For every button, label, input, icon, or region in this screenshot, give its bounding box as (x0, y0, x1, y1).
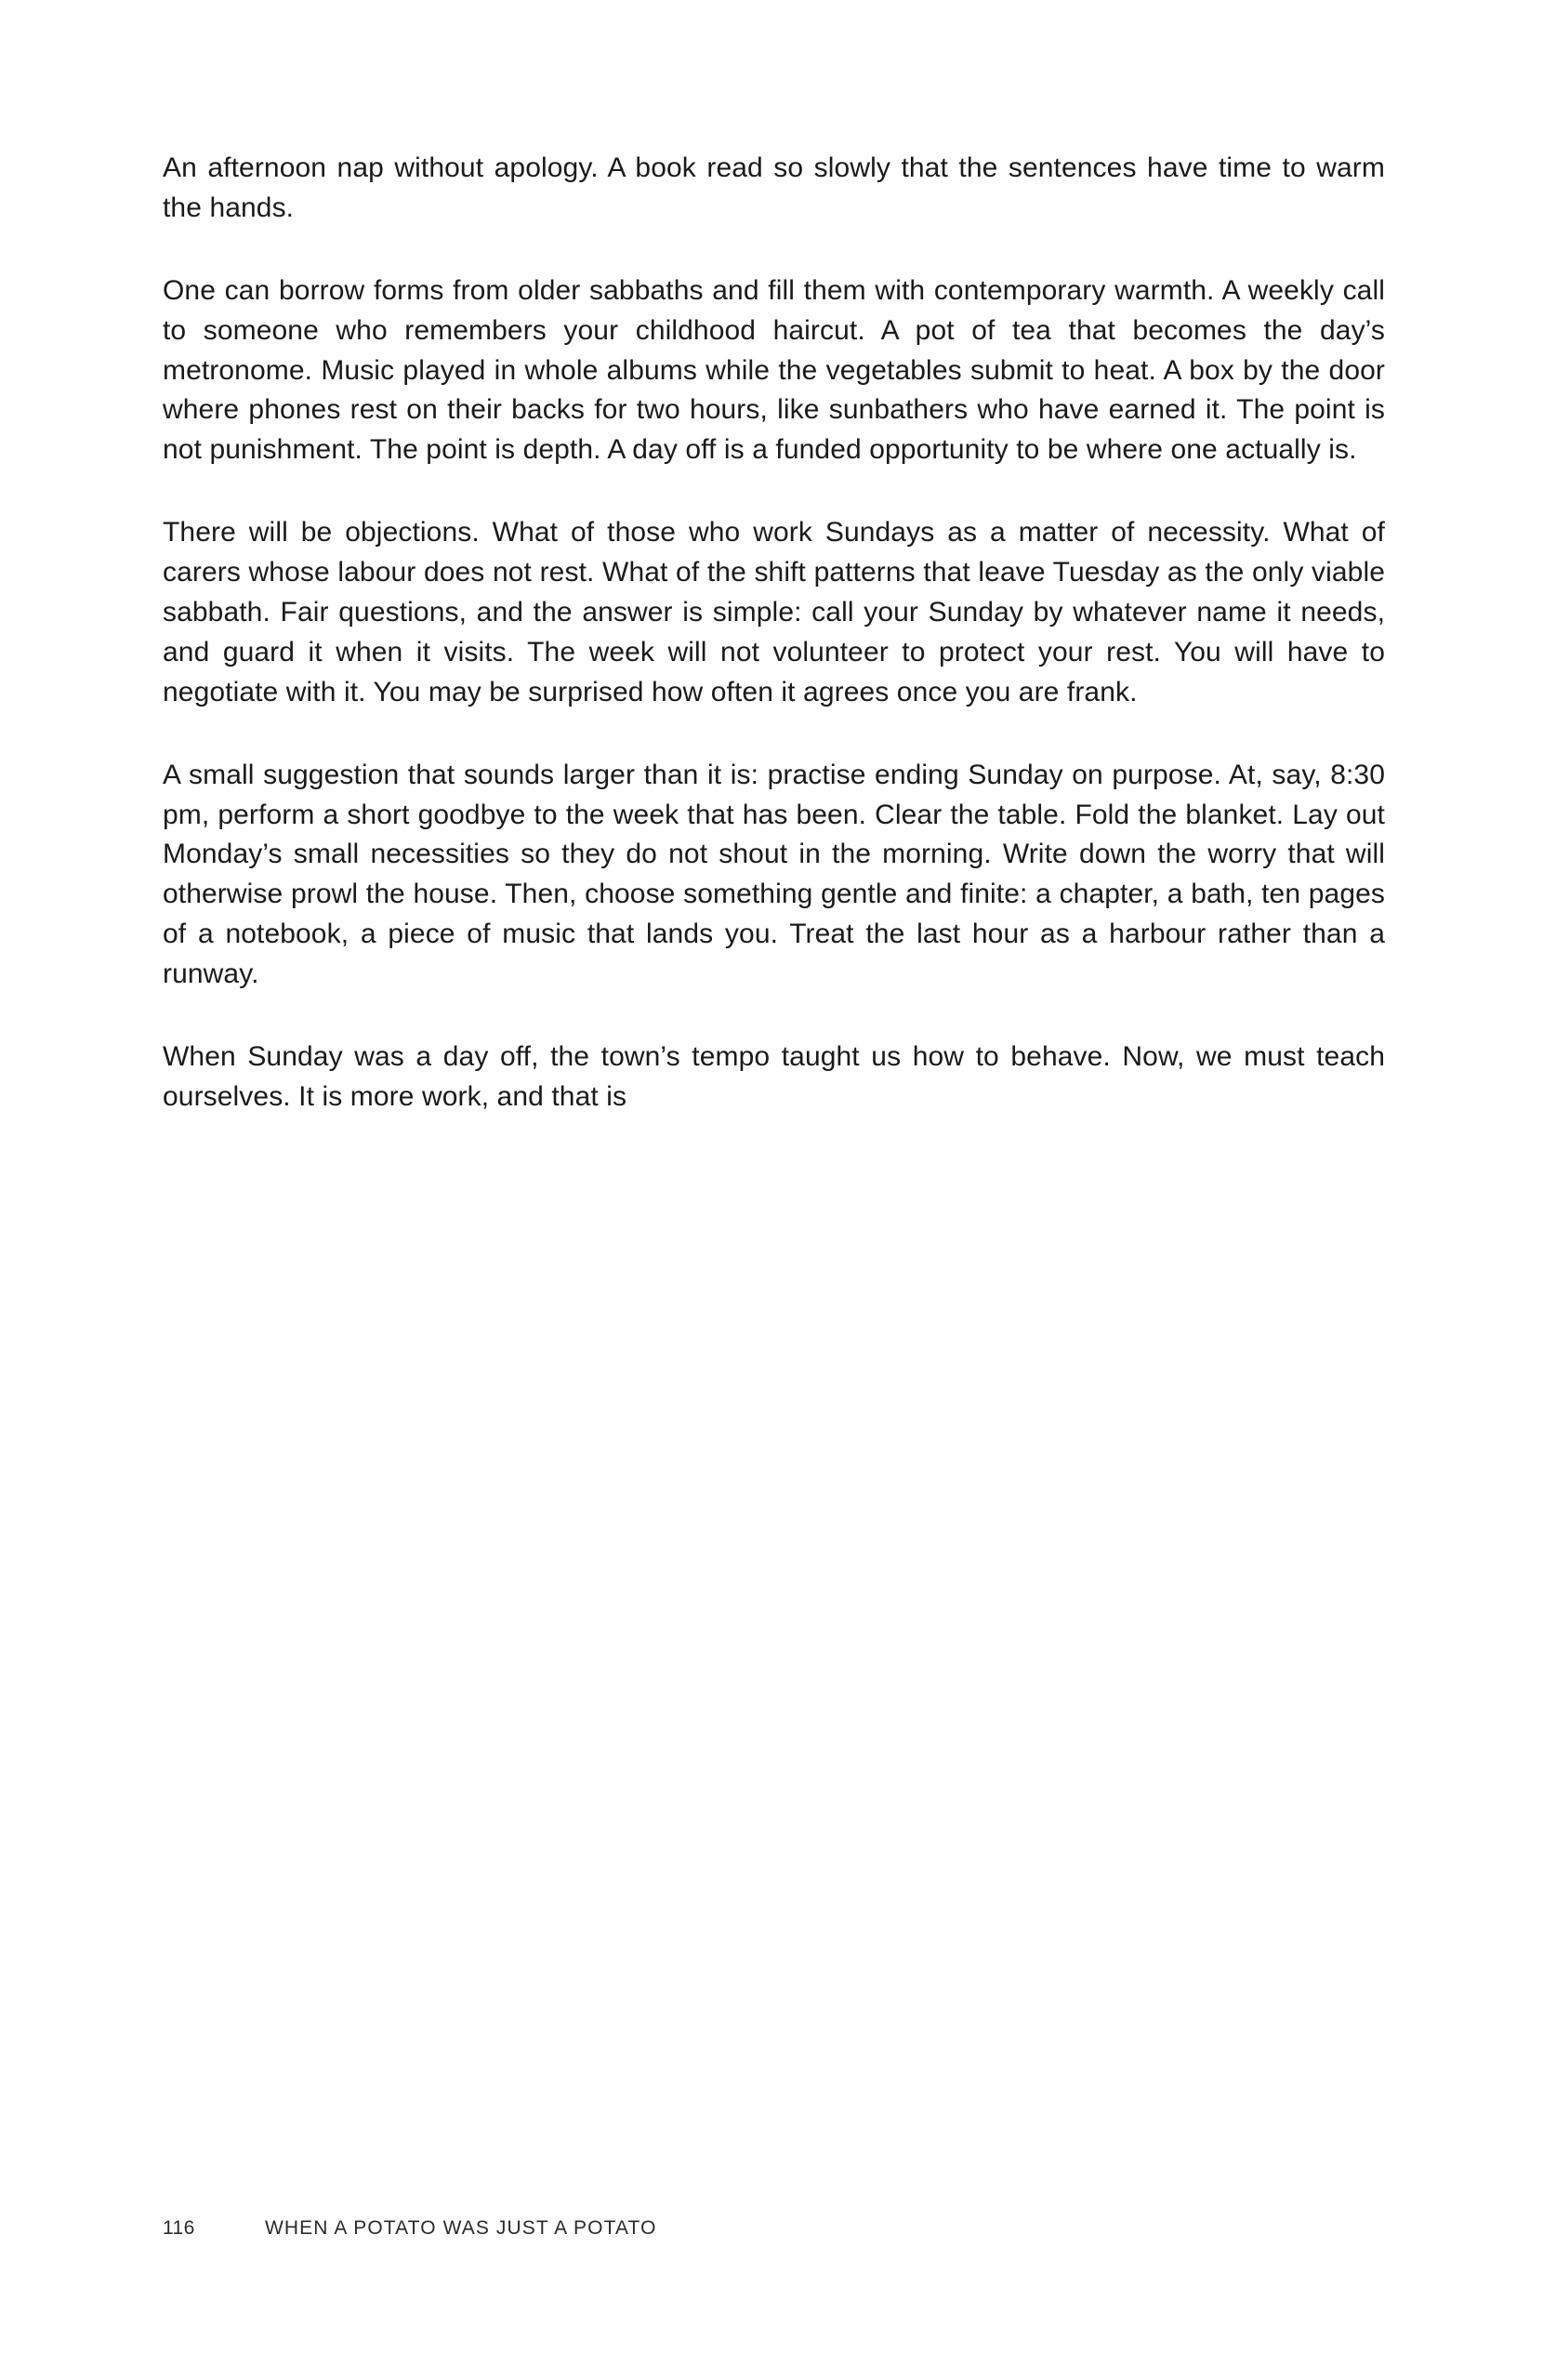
body-paragraph: One can borrow forms from older sabbaths and fill them with contemporary warmth. A weekly call to someone who remembers your childhood haircut. A pot of tea that becomes the day’s metronome. Music played in whole albums while the vegetables submit to heat. A box by the door where phones rest on their backs for two hours, like sunbathers who have earned it. The point is not punishment. The point is depth. A day off is a funded opportunity to be where one actually is. (163, 274, 1385, 466)
page-body (163, 149, 1385, 1117)
body-paragraph: When Sunday was a day off, the town’s tempo taught us how to behave. Now, we must teach ourselves. It is more work, and that is (163, 1041, 1385, 1112)
running-head: WHEN A POTATO WAS JUST A POTATO (265, 2217, 657, 2239)
page-footer (163, 2217, 1385, 2240)
body-paragraph: An afternoon nap without apology. A book read so slowly that the sentences have time to warm the hands. (163, 152, 1385, 223)
page-number: 116 (163, 2217, 195, 2239)
body-paragraph: There will be objections. What of those who work Sundays as a matter of necessity. What of carers whose labour does not rest. What of the shift patterns that leave Tuesday as the only viable sabbath. Fair questions, and the answer is simple: call your Sunday by whatever name it needs, and guard it when it visits. The week will not volunteer to protect your rest. You will have to negotiate with it. You may be surprised how often it agrees once you are frank. (163, 517, 1385, 707)
body-paragraph: A small suggestion that sounds larger than it is: practise ending Sunday on purpose. At, say, 8:30 pm, perform a short goodbye to the week that has been. Clear the table. Fold the blanket. Lay out Monday’s small necessities so they do not shout in the morning. Write down the worry that will otherwise prowl the house. Then, choose something gentle and finite: a chapter, a bath, ten pages of a notebook, a piece of music that lands you. Treat the last hour as a harbour rather than a runway. (163, 759, 1385, 990)
